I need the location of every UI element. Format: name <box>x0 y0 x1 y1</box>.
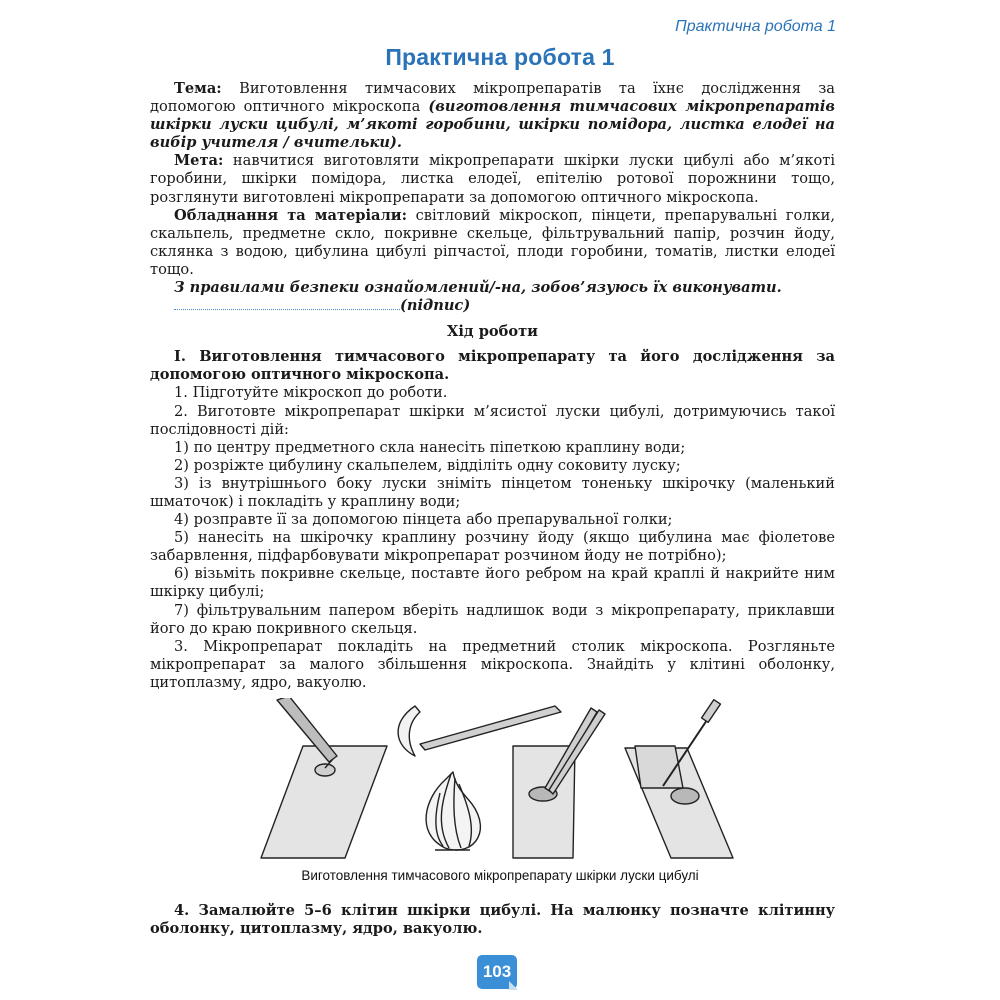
topic-label: Тема: <box>174 80 222 97</box>
signature-label: (підпис) <box>400 297 471 315</box>
substep-1: 1) по центру предметного скла нанесіть піпеткою краплину води; <box>174 438 686 456</box>
safety-statement: З правилами безпеки ознайомлений/-на, зобов’язуюсь їх виконувати. <box>174 279 782 297</box>
onion-scale-icon <box>398 706 420 756</box>
step-4 <box>150 902 835 938</box>
onion-slide-illustration <box>255 698 735 860</box>
equipment-paragraph <box>150 207 835 279</box>
topic-text: Виготовлення тимчасових мікропрепаратів та їхнє дослідження за допомогою оптичного мікроскопа <box>150 80 835 116</box>
equipment-text: світловий мікроскоп, пінцети, препарувальні голки, скальпель, предметне скло, покривне скельце, фільтрувальний папір, розчин йоду, склянка з водою, цибулина цибулі ріпчастої, плоди горобини, томатів, листки елодеї тощо. <box>150 206 835 278</box>
goal-paragraph <box>150 152 835 206</box>
substep-4: 4) розправте її за допомогою пінцета або препарувальної голки; <box>174 511 673 529</box>
onion-bulb-icon <box>426 772 480 850</box>
topic-paragraph <box>150 80 835 152</box>
substep-3: 3) із внутрішнього боку луски зніміть пінцетом тоненьку шкірочку (маленький шматочок) і покладіть у краплину води; <box>150 474 835 510</box>
substep-2: 2) розріжте цибулину скальпелем, відділіть одну соковиту луску; <box>174 456 681 474</box>
step-2: 2. Виготовте мікропрепарат шкірки м’ясистої луски цибулі, дотримуючись такої послідовності дій: <box>150 402 835 438</box>
page-title: Практична робота 1 <box>385 44 615 70</box>
section1-title: І. Виготовлення тимчасового мікропрепарату та його дослідження за допомогою оптичного мікроскопа. <box>150 348 835 384</box>
page-number: 103 <box>477 955 517 989</box>
signature-line[interactable] <box>174 297 400 310</box>
step-4-text: 4. Замалюйте 5–6 клітин шкірки цибулі. На малюнку позначте клітинну оболонку, цитоплазму, ядро, вакуолю. <box>150 902 835 938</box>
topic-options: (виготовлення тимчасових мікропрепаратів шкірки луски цибулі, м’якоті горобини, шкірки помідора, листка елодеї на вибір учителя / вчительки). <box>150 98 835 152</box>
procedure-title: Хід роботи <box>447 323 538 341</box>
goal-label: Мета: <box>174 152 224 170</box>
substep-5: 5) нанесіть на шкірочку краплину розчину йоду (якщо цибулина має фіолетове забарвлення, підфарбовувати мікропрепарат розчином йоду не потрібно); <box>150 529 835 565</box>
glass-slide-1 <box>261 746 387 858</box>
equipment-label: Обладнання та матеріали: <box>174 206 407 224</box>
step-3: 3. Мікропрепарат покладіть на предметний столик мікроскопа. Розгляньте мікропрепарат за малого збільшення мікроскопа. Знайдіть у клітині оболонку, цитоплазму, ядро, вакуолю. <box>150 637 835 691</box>
goal-text: навчитися виготовляти мікропрепарати шкірки луски цибулі або м’якоті горобини, шкірки помідора, листка елодеї, епітелію ротової порожнини тощо, розглянути виготовлені мікропрепарати за допомогою оптичного мікроскопа. <box>150 152 835 206</box>
signature-row <box>150 297 835 315</box>
figure-caption: Виготовлення тимчасового мікропрепарату шкірки луски цибулі <box>301 868 699 883</box>
water-drop-icon <box>315 764 335 776</box>
running-head: Практична робота 1 <box>675 18 836 35</box>
page-content <box>150 80 835 692</box>
substep-7: 7) фільтрувальним папером вберіть надлишок води з мікропрепарату, приклавши його до краю покривного скельця. <box>150 601 835 637</box>
substep-6: 6) візьміть покривне скельце, поставте його ребром на край краплі й накрийте ним шкірку цибулі; <box>150 565 835 601</box>
step-1: 1. Підготуйте мікроскоп до роботи. <box>174 384 448 402</box>
scalpel-icon <box>420 706 561 750</box>
